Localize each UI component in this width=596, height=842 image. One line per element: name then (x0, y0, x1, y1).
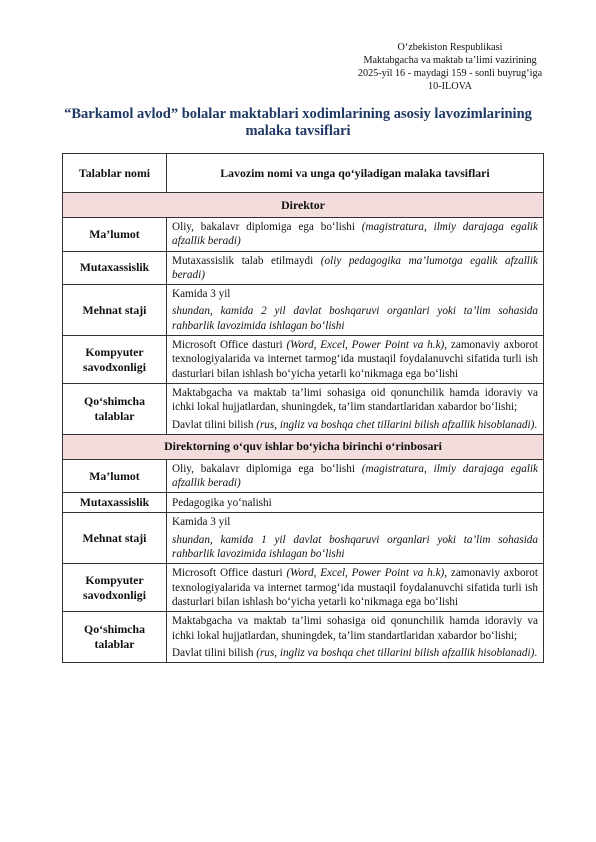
line-note: (rus, ingliz va boshqa chet tillarini bilish afzallik hisoblanadi) (256, 418, 535, 431)
requirement-label: Mutaxassislik (63, 493, 167, 513)
table-row (63, 285, 544, 336)
section-row (63, 193, 544, 218)
requirement-line (172, 304, 538, 333)
line-text: Maktabgacha va maktab ta’limi sohasiga oid qonunchilik hamda idoraviy va ichki lokal hujjatlardan, shuningdek, ta’lim standartlaridan xabardor bo‘lishi; (172, 386, 538, 414)
line-note: (Word, Excel, Power Point va h.k) (286, 567, 445, 580)
line-note: (magistratura, ilmiy darajaga egalik afzallik beradi) (172, 221, 538, 248)
line-text: Oliy, bakalavr diplomiga ega bo‘lishi (172, 221, 362, 233)
column-header-requirements: Talablar nomi (63, 154, 167, 193)
title-line-1: “Barkamol avlod” bolalar maktablari xodimlarining asosiy lavozimlarining (64, 106, 532, 122)
requirement-value (167, 564, 544, 612)
table-header-row (63, 154, 544, 193)
line-text: Oliy, bakalavr diplomiga ega bo‘lishi (172, 462, 362, 475)
requirement-line (172, 515, 538, 529)
requirement-line (172, 462, 538, 491)
table-row (63, 493, 544, 513)
requirement-value (167, 513, 544, 564)
requirement-value (167, 493, 544, 513)
line-text: Pedagogika yo‘nalishi (172, 496, 272, 509)
line-text: Mutaxassislik talab etilmaydi (172, 254, 321, 267)
table-row (63, 513, 544, 564)
requirement-line (172, 614, 538, 643)
line-text: Kamida 3 yil (172, 516, 231, 529)
qualification-table (62, 153, 544, 663)
requirement-line (172, 287, 538, 301)
column-header-description: Lavozim nomi va unga qo‘yiladigan malaka tavsiflari (167, 154, 544, 193)
requirement-label: Kompyuter savodxonligi (63, 336, 167, 384)
header-line-2: Maktabgacha va maktab ta’limi vazirining (363, 55, 537, 66)
requirement-line (172, 386, 538, 415)
requirement-value (167, 459, 544, 493)
line-note: (oliy pedagogika ma’lumotga egalik afzallik beradi) (172, 254, 538, 281)
line-note: shundan, kamida 1 yil davlat boshqaruvi organlari yoki ta’lim sohasida rahbarlik lavozimida ishlagan bo‘lishi (172, 533, 538, 561)
requirement-line (172, 418, 538, 432)
requirement-label: Kompyuter savodxonligi (63, 564, 167, 612)
section-title: Direktorning o‘quv ishlar bo‘yicha birinchi o‘rinbosari (63, 434, 544, 459)
requirement-value (167, 383, 544, 434)
requirement-line (172, 254, 538, 283)
requirement-label: Mehnat staji (63, 285, 167, 336)
line-tail: . (534, 418, 538, 431)
order-reference-header (330, 41, 570, 93)
requirement-label: Ma’lumot (63, 459, 167, 493)
line-tail: , zamonaviy axborot texnologiyalarida va internet tarmog‘ida mustaqil foydalanuvchi sifatida turli ish dasturlari bilan ishlash bo‘yicha yetarli ko‘nikmaga ega bo‘lishi (172, 567, 538, 608)
header-line-4: 10-ILOVA (428, 81, 472, 92)
line-text: Microsoft Office dasturi (172, 339, 287, 352)
line-text: Maktabgacha va maktab ta’limi sohasiga oid qonunchilik hamda idoraviy va ichki lokal hujjatlardan, shuningdek, ta’lim standartlaridan xabardor bo‘lishi; (172, 615, 538, 642)
requirement-line (172, 220, 538, 249)
requirement-label: Mutaxassislik (63, 251, 167, 285)
line-note: shundan, kamida 2 yil davlat boshqaruvi organlari yoki ta’lim sohasida rahbarlik lavozimida ishlagan bo‘lishi (172, 305, 538, 332)
line-tail: , zamonaviy axborot texnologiyalarida va internet tarmog‘ida mustaqil foydalanuvchi sifatida turli ish dasturlari bilan ishlash bo‘yicha yetarli ko‘nikmaga ega bo‘lishi (172, 339, 538, 380)
requirement-value (167, 336, 544, 384)
requirement-value (167, 285, 544, 336)
section-row (63, 434, 544, 459)
requirement-value (167, 218, 544, 252)
requirement-line (172, 566, 538, 609)
table-row (63, 564, 544, 612)
line-tail: . (534, 646, 538, 659)
document-title (60, 106, 536, 140)
requirement-line (172, 496, 538, 510)
line-text: Microsoft Office dasturi (172, 567, 287, 580)
requirement-line (172, 338, 538, 381)
requirement-label: Qo‘shimcha talablar (63, 612, 167, 663)
table-body (63, 193, 544, 663)
table-row (63, 218, 544, 252)
requirement-value (167, 251, 544, 285)
line-note: (rus, ingliz va boshqa chet tillarini bilish afzallik hisoblanadi) (256, 646, 535, 659)
section-title: Direktor (63, 193, 544, 218)
table-row (63, 383, 544, 434)
requirement-line (172, 646, 538, 660)
requirement-label: Ma’lumot (63, 218, 167, 252)
table-row (63, 612, 544, 663)
line-text: Kamida 3 yil (172, 288, 231, 301)
requirement-label: Mehnat staji (63, 513, 167, 564)
table-row (63, 336, 544, 384)
table-row (63, 459, 544, 493)
requirement-label: Qo‘shimcha talablar (63, 383, 167, 434)
line-text: Davlat tilini bilish (172, 418, 257, 431)
title-line-2: malaka tavsiflari (245, 123, 351, 139)
line-note: (Word, Excel, Power Point va h.k) (286, 339, 445, 352)
header-line-1: O‘zbekiston Respublikasi (397, 42, 503, 53)
line-note: (magistratura, ilmiy darajaga egalik afzallik beradi) (172, 462, 538, 490)
table-row (63, 251, 544, 285)
header-line-3: 2025-yil 16 - maydagi 159 - sonli buyrug‘iga (357, 68, 543, 79)
requirement-value (167, 612, 544, 663)
line-text: Davlat tilini bilish (172, 646, 257, 659)
requirement-line (172, 533, 538, 562)
